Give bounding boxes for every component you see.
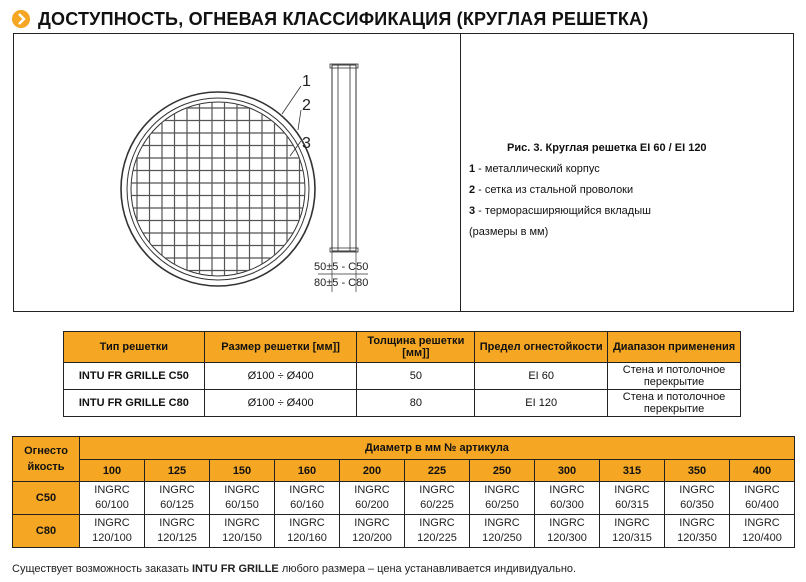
article-code-cell: INGRC 120/350: [665, 515, 730, 548]
article-code-cell: INGRC 60/100: [80, 482, 145, 515]
article-code-cell: INGRC 60/315: [600, 482, 665, 515]
dimension-c80: 80±5 - C80: [314, 277, 369, 289]
section-heading: [12, 6, 648, 32]
cell-thickness: 80: [357, 390, 475, 417]
grille-types-table: [63, 331, 741, 417]
header-fire-class: Огнесто йкость: [13, 437, 80, 482]
cell-size: Ø100 ÷ Ø400: [204, 390, 357, 417]
diameter-header: 100: [80, 460, 145, 482]
header-type: Тип решетки: [64, 332, 205, 363]
diameter-header: 315: [600, 460, 665, 482]
diameter-header: 225: [405, 460, 470, 482]
footer-product: INTU FR GRILLE: [192, 563, 279, 575]
footer-note: Существует возможность заказать INTU FR GRILLE любого размера – цена устанавливается индивидуально.: [12, 563, 577, 575]
cell-range: Стена и потолочное перекрытие: [608, 363, 741, 390]
cell-range: Стена и потолочное перекрытие: [608, 390, 741, 417]
header-size: Размер решетки [мм]]: [204, 332, 357, 363]
legend-item: 1 - металлический корпус: [469, 163, 600, 175]
cell-type: INTU FR GRILLE C80: [64, 390, 205, 417]
cell-rating: EI 60: [475, 363, 608, 390]
article-code-cell: INGRC 120/125: [145, 515, 210, 548]
diameter-row: [13, 460, 795, 482]
cell-type: INTU FR GRILLE C50: [64, 363, 205, 390]
callout-3: 3: [302, 135, 311, 152]
article-code-cell: INGRC 120/315: [600, 515, 665, 548]
article-code-cell: INGRC 60/400: [730, 482, 795, 515]
diameter-header: 200: [340, 460, 405, 482]
cell-thickness: 50: [357, 363, 475, 390]
dimension-c50: 50±5 - C50: [314, 261, 369, 273]
table-row: [13, 515, 795, 548]
table-row: [13, 482, 795, 515]
arrow-right-icon: [12, 10, 30, 28]
article-code-cell: INGRC 120/100: [80, 515, 145, 548]
grille-front-view: [121, 92, 315, 286]
header-diameter: Диаметр в мм № артикула: [80, 437, 795, 460]
article-code-cell: INGRC 120/160: [275, 515, 340, 548]
article-code-cell: INGRC 120/200: [340, 515, 405, 548]
article-code-cell: INGRC 60/225: [405, 482, 470, 515]
diameter-header: 125: [145, 460, 210, 482]
grille-drawing: [14, 34, 460, 311]
units-note: (размеры в мм): [469, 226, 549, 238]
article-code-cell: INGRC 120/150: [210, 515, 275, 548]
fire-class-cell: C80: [13, 515, 80, 548]
callout-2: 2: [302, 97, 311, 114]
diameter-header: 160: [275, 460, 340, 482]
diameter-header: 300: [535, 460, 600, 482]
header-range: Диапазон применения: [608, 332, 741, 363]
header-thickness: Толщина решетки [мм]]: [357, 332, 475, 363]
article-code-cell: INGRC 120/250: [470, 515, 535, 548]
diameter-header: 350: [665, 460, 730, 482]
figure-panel: [13, 33, 794, 312]
legend-item: 3 - терморасширяющийся вкладыш: [469, 205, 651, 217]
article-numbers-table: [12, 436, 795, 548]
grille-side-view: [318, 64, 368, 292]
callout-1: 1: [302, 73, 311, 90]
fire-class-cell: C50: [13, 482, 80, 515]
article-code-cell: INGRC 60/200: [340, 482, 405, 515]
table-row: [64, 363, 741, 390]
table-header-row: [64, 332, 741, 363]
cell-rating: EI 120: [475, 390, 608, 417]
article-code-cell: INGRC 60/250: [470, 482, 535, 515]
cell-size: Ø100 ÷ Ø400: [204, 363, 357, 390]
article-code-cell: INGRC 120/300: [535, 515, 600, 548]
page-title: ДОСТУПНОСТЬ, ОГНЕВАЯ КЛАССИФИКАЦИЯ (КРУГЛАЯ РЕШЕТКА): [38, 8, 649, 29]
figure-divider: [460, 34, 461, 311]
article-code-cell: INGRC 60/125: [145, 482, 210, 515]
diameter-header: 400: [730, 460, 795, 482]
article-code-cell: INGRC 60/350: [665, 482, 730, 515]
figure-legend: [469, 138, 707, 243]
table-row: [64, 390, 741, 417]
header-rating: Предел огнестойкости: [475, 332, 608, 363]
table-header-row: [13, 437, 795, 460]
article-code-cell: INGRC 120/400: [730, 515, 795, 548]
diameter-header: 250: [470, 460, 535, 482]
diameter-header: 150: [210, 460, 275, 482]
legend-item: 2 - сетка из стальной проволоки: [469, 184, 634, 196]
article-code-cell: INGRC 60/160: [275, 482, 340, 515]
article-code-cell: INGRC 60/300: [535, 482, 600, 515]
article-code-cell: INGRC 60/150: [210, 482, 275, 515]
article-code-cell: INGRC 120/225: [405, 515, 470, 548]
figure-caption: Рис. 3. Круглая решетка EI 60 / EI 120: [507, 142, 707, 154]
